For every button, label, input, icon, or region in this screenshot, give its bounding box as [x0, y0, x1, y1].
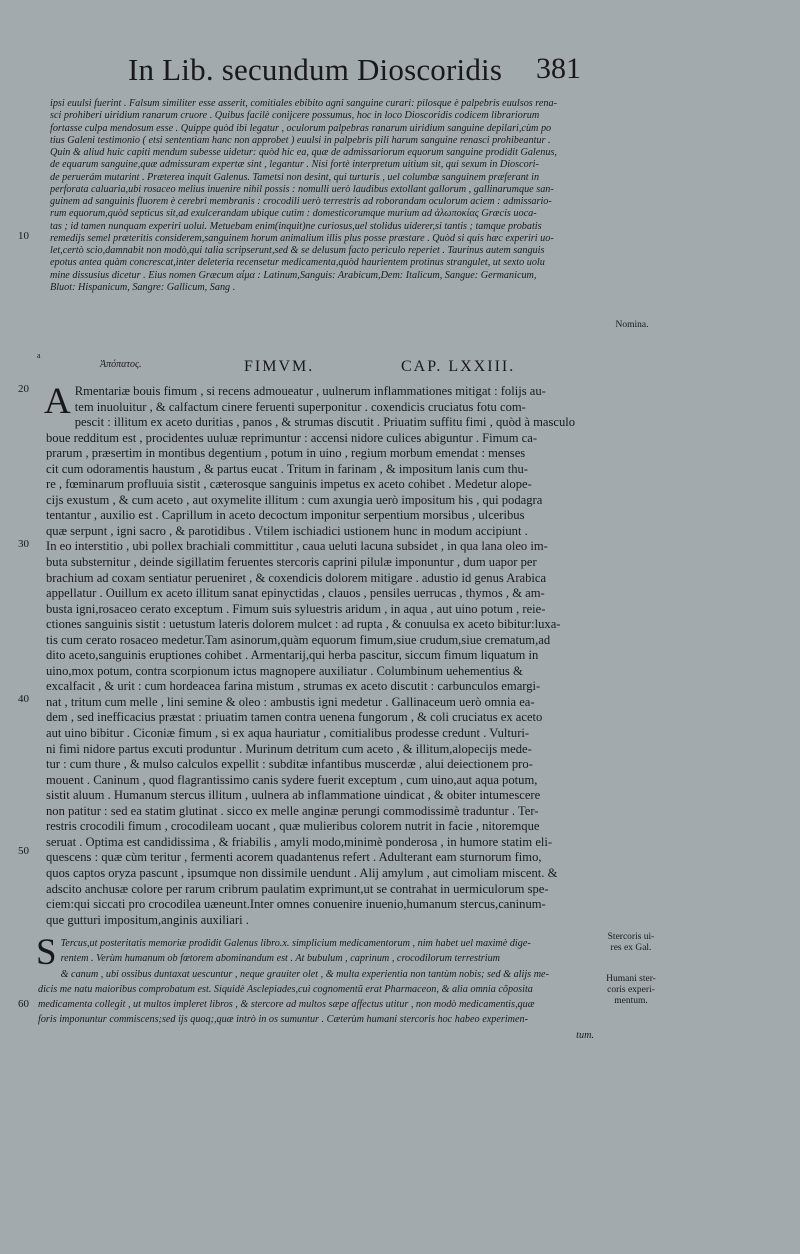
text-line: medicamenta collegit , ut multos impleret libros , & stercore ad multos sæpe affectus utitur , non modò medicamentis,quæ	[38, 999, 535, 1011]
text-line: remedijs semel præteritis considerem,sanguinem horum animalium illis plus posse præstare . Quòd si quis hæc experiri uo-	[50, 232, 554, 244]
text-line: Bluot: Hispanicum, Sangre: Gallicum, Sang .	[50, 281, 236, 293]
text-line: ni fimi nidore partus excuti produntur . Murinum detritum cum aceto , & illitum,alopecijs mede-	[46, 741, 532, 756]
line-number: 40	[18, 693, 29, 705]
text-line: excalfacit , & urit : cum hordeacea farina mistum , strumas ex aceto discutit : carbunculos emargi-	[46, 679, 541, 694]
text-line: epotus antea quàm concrescat,inter deleteria recensetur medicamenta,quòd haurientem protinus strangulet, ut sexto uolu	[50, 257, 545, 269]
text-line: re , fœminarum profluuia sistit , cæterosque sanguinis impetus ex aceto cohibet . Medetur alope-	[46, 477, 532, 492]
text-line: Rmentariæ bouis fimum , si recens admoueatur , uulnerum inflammationes mitigat : folijs au-	[74, 384, 546, 398]
text-line: rentem . Verùm humanum ob fœtorem abominandum est . At bubulum , caprinum , crocodilorum terrestrium	[60, 953, 501, 965]
page-number: 381	[536, 52, 581, 85]
text-line: tentantur , auxilio est . Caprillum in aceto decoctum imponitur serpentium morsibus , ulceribus	[46, 508, 525, 523]
text-line: ciem:qui siccati pro crocodilea uæneunt.Inter omnes conuenire inuenio,humanum stercus,caninum-	[46, 897, 546, 912]
margin-note-line: Stercoris ui-	[607, 932, 655, 942]
margin-note-stercoris	[598, 932, 664, 954]
line-number: 30	[18, 538, 29, 550]
text-line: buta substernitur , deinde sigillatim feruentes stercoris caprini pilulæ imponuntur , dum uapor per	[46, 555, 537, 570]
text-line: rum equorum,quòd septicus sit,ad exulcerandam ubique cutim : domesticorumque murium ad ἀλωποκίας Græcis uoca-	[50, 208, 537, 220]
text-line: aut uino bibitur . Ciconiæ fimum , si ex aqua hauriatur , comitialibus prodesse credunt . Vulturi-	[46, 726, 530, 741]
running-title: In Lib. secundum Dioscoridis	[128, 52, 503, 87]
chapter-number: CAP. LXXIII.	[401, 358, 516, 375]
drop-cap: S	[36, 932, 57, 973]
text-line: perforata caluaria,ubi rosaceo melius inuenire nihil possis : nomulli uerò laudibus extollant gallorum , gallinarumque san-	[50, 183, 554, 195]
text-line: tur : cum thure , & mulso calculos expellit : subditæ infantibus muscerdæ , alui deiectionem pro-	[46, 757, 533, 772]
text-line: cit cum odoramentis haustum , & partus eucat . Tritum in farinam , & impositum lanis cum thu-	[46, 461, 528, 476]
text-line: adscito anchusæ colore per rarum cribrum paulatim exprimunt,ut se contrahat in uermiculorum spe-	[46, 881, 549, 896]
text-line: brachium ad coxam sentiatur perueniret , & coxendicis dolorem mitigare . adustio id genus Arabica	[46, 570, 547, 585]
text-line: ipsi euulsi fuerint . Falsum similiter esse asserit, comitiales ebibito agni sanguine curari: pilosque è palpebris euulsos rena-	[50, 98, 557, 109]
text-line: de equarum sanguine,quæ admissuram expertæ sint , legantur . Nisi fortè interpretum uitium sit, qui sexum in Dioscori-	[50, 159, 539, 171]
text-line: let,certò scio,damnabit non modò,qui talia scripserunt,sed & se delusum facto periculo reperiet . Taurinus autem sanguis	[50, 245, 545, 256]
signature-mark: a	[37, 351, 41, 360]
text-line: mine dissusius dicetur . Eius nomen Græcum αἷμα : Latinum,Sanguis: Arabicum,Dem: Italicum, Sangue: Germanicum,	[50, 269, 537, 281]
text-line: nat , tritum cum melle , lini semine & oleo : ambustis igni medetur . Gallinaceum uerò omnia ea-	[46, 694, 535, 709]
margin-note-line: res ex Gal.	[610, 943, 652, 953]
text-line: In eo interstitio , ubi pollex brachiali committitur , caua ueluti lacuna subsidet , in qua lana oleo im-	[46, 539, 548, 554]
text-line: tas ; id tamen nunquam experiri uolui. Metuebam enim(inquit)ne curiosus,uel stolidus uiderer,si tantis ; tamque probatis	[50, 220, 542, 232]
text-line: & canum , ubi ossibus duntaxat uescuntur , neque grauiter olet , & multa experientia non tantùm nobis; sed & alijs me-	[60, 968, 549, 980]
text-line: non patitur : sed ea statim glutinat . sicco ex melle anginæ perungi commodissimè traduntur . Ter-	[46, 803, 539, 818]
text-line: seruat . Optima est candidissima , & friabilis , amyli modo,minimè ponderosa , in humore statim eli-	[46, 834, 553, 849]
text-line: sistit aluum . Humanum stercus illitum , uulnera ab inflammatione uindicat , & obiter intumescere	[46, 788, 541, 803]
text-line: quos captos oryza pascunt , ipsumque non dissimile uendunt . Alij amylum , aut cimoliam miscent. &	[46, 865, 558, 880]
line-number: 60	[18, 998, 29, 1010]
text-line: de peruerám mutarint . Præterea inquit Galenus. Tametsi non desint, qui turturis , uel columbæ sanguinem præferant in	[50, 171, 540, 183]
margin-note-line: Humani ster-	[606, 974, 656, 984]
text-line: mouent . Caninum , quod flagrantissimo canis sydere fuerit exceptum , cum uino,aut aqua potum,	[46, 772, 538, 787]
margin-note-line: coris experi-	[607, 985, 655, 995]
text-line: busta igni,rosaceo cerato exceptum . Fimum suis syluestris aridum , in aqua , aut uino potum , reie-	[46, 601, 546, 616]
top-italic-block	[50, 98, 596, 294]
text-line: uino,mox potum, contra scorpionum ictus magnopere auxiliatur . Columbinum uehementius &	[46, 663, 523, 678]
text-line: quæ serpunt , igni sacro , & parotidibus . Vtilem ischiadici ustionem hunc in modum accipiunt .	[46, 523, 528, 538]
margin-note-nomina: Nomina.	[615, 320, 649, 330]
margin-note-line: mentum.	[614, 996, 648, 1006]
line-number: 50	[18, 845, 29, 857]
text-line: dem , sed inefficacius præstat : priuatim tamen contra uenena fungorum , & coli cruciatus ex aceto	[46, 710, 543, 725]
text-line: ctiones sanguinis sistit : uetustum lateris dolorem mulcet : ad rupta , & conuulsa ex aceto bibitur:luxa-	[46, 617, 561, 632]
margin-note-humani	[598, 974, 664, 1007]
text-line: Quin & aliud huic capiti mendum subesse uidetur: quòd hic ea, quæ de admissariorum equorum sanguine prodidit Galenus,	[50, 147, 557, 158]
text-line: que gutturi impositum,anginis auxiliari .	[46, 912, 249, 927]
text-line: tem inuoluitur , & calfactum cinere feruenti superponitur . coxendicis cruciatus fotu com-	[74, 399, 526, 414]
text-line: appellatur . Ouillum ex aceto illitum sanat epinyctidas , clauos , pensiles uerrucas , thymos , & am-	[46, 586, 545, 601]
commentary-block	[36, 932, 598, 1043]
text-line: boue redditum est , procidentes uuluæ reprimuntur : accensi nidore culices abiguntur . Fimum ca-	[46, 430, 538, 445]
line-number: 20	[18, 383, 29, 395]
text-line: restris crocodili fimum , crocodileam uocant , quæ mulieribus colorem nutrit in facie , nitoremque	[46, 819, 540, 834]
text-line: sci prohiberi uiridium ranarum cruore . Quibus facilè conijcere possumus, hoc in loco Dioscoridis codicem librariorum	[50, 110, 540, 122]
chapter-greek-title: Ἀπόπατος.	[100, 359, 142, 370]
text-line: tis cum cerato rosaceo medetur.Tam asinorum,quàm equorum fimum,siue crudum,siue crematum,ad	[46, 632, 551, 647]
chapter-title: FIMVM.	[244, 358, 315, 375]
line-number: 10	[18, 230, 29, 242]
main-text-block	[44, 381, 598, 928]
text-line: pescit : illitum ex aceto duritias , panos , & strumas discutit . Priuatim suffitu fimi , quòd à masculo	[74, 415, 576, 430]
text-line: dicis me natu maioribus comprobatum est. Siquidè Asclepiades,cui cognomentũ erat Pharmaceon, & alia omnia cõposita	[38, 983, 533, 995]
text-line: quescens : quæ cùm teritur , fermenti acorem quadantenus refert . Adulterant eam sturnorum fimo,	[46, 850, 542, 865]
text-line: tum.	[576, 1029, 594, 1041]
text-line: dito aceto,sanguinis eruptiones cohibet . Armentarij,qui herba pascitur, siccum fimum liquatum in	[46, 648, 539, 663]
text-line: prarum , præsertim in montibus degentium , potum in uino , regium morbum emendat : menses	[46, 446, 526, 461]
text-line: guinem ad sanguinis fluorem è cerebri membranis : crocodili uerò terrestris ad roborandam oculorum aciem : admissario-	[50, 196, 552, 207]
drop-cap: A	[44, 381, 71, 422]
text-line: foris imponuntur commiscens;sed ijs quoq;,quæ intrò in os sumuntur . Cæterùm humani stercoris hoc habeo experimen-	[38, 1014, 529, 1026]
text-line: fortasse culpa mendosum esse . Quippe quòd ibi legatur , oculorum palpebras ranarum uiridium sanguine depilari,cùm po	[50, 122, 552, 134]
text-line: Tercus,ut posteritatis memoriæ prodidit Galenus libro.x. simplicium medicamentorum , nim habet uel maximè dige-	[60, 938, 531, 949]
text-line: tius Galeni testimonio ( etsi sententiam hanc non approbet ) euulsi in palpebris pili harum sanguine renasci prohibeantur .	[50, 134, 551, 146]
text-line: cijs exustum , & cum aceto , aut oxymelite illitum : cum axungia uerò impositum his , qui podagra	[46, 492, 543, 507]
